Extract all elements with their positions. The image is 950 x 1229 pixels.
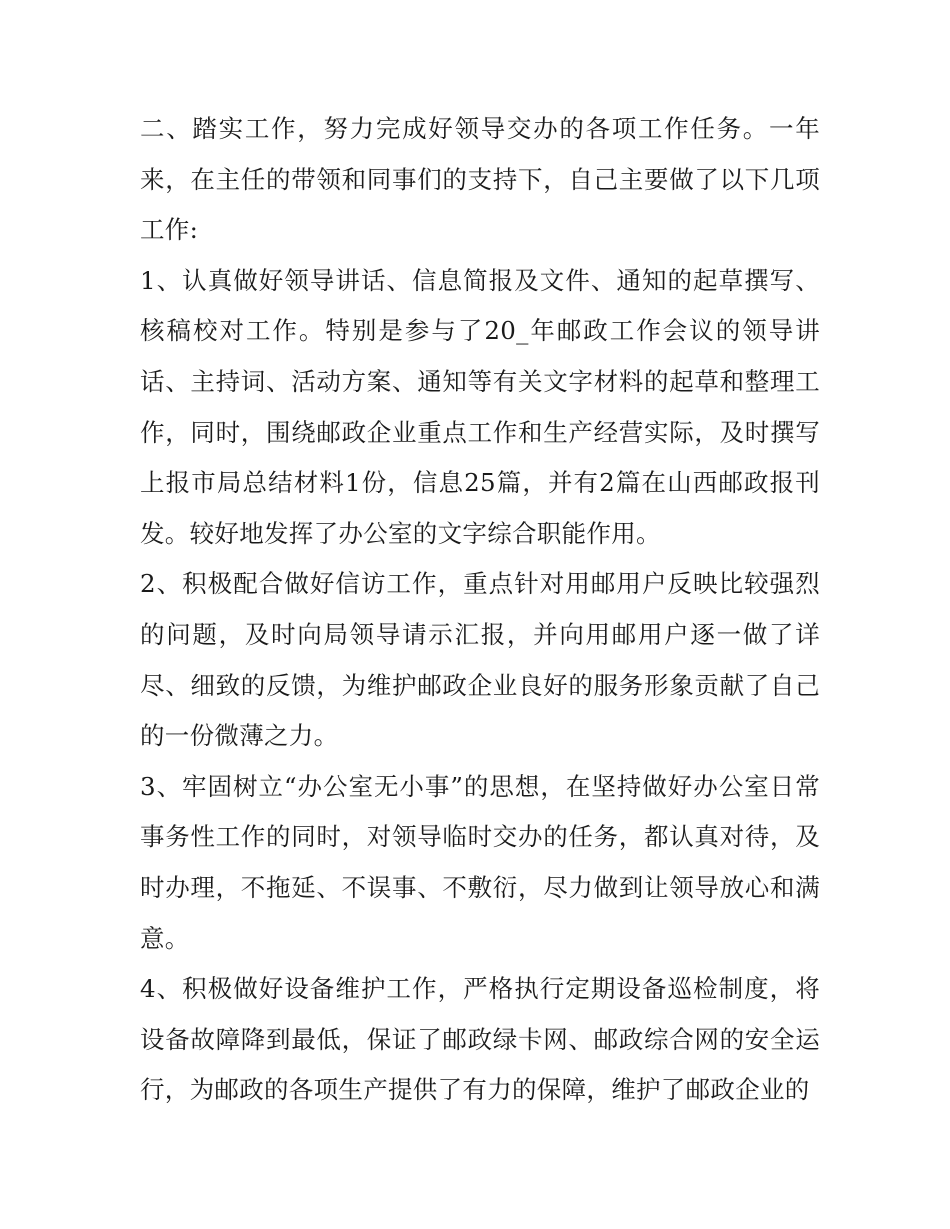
document-body — [140, 104, 820, 1116]
paragraph-item-3: 3、牢固树立“办公室无小事”的思想，在坚持做好办公室日常事务性工作的同时，对领导临时交办的任务，都认真对待，及时办理，不拖延、不误事、不敷衍，尽力做到让领导放心和满意。 — [140, 771, 820, 953]
paragraph-item-4: 4、积极做好设备维护工作，严格执行定期设备巡检制度，将设备故障降到最低，保证了邮政绿卡网、邮政综合网的安全运行，为邮政的各项生产提供了有力的保障，维护了邮政企业的 — [140, 974, 820, 1105]
paragraph-item-1: 1、认真做好领导讲话、信息简报及文件、通知的起草撰写、核稿校对工作。特别是参与了20_年邮政工作会议的领导讲话、主持词、活动方案、通知等有关文字材料的起草和整理工作，同时，围绕邮政企业重点工作和生产经营实际，及时撰写上报市局总结材料1份，信息25篇，并有2篇在山西邮政报刊发。较好地发挥了办公室的文字综合职能作用。 — [140, 265, 820, 548]
paragraph-section-two: 二、踏实工作，努力完成好领导交办的各项工作任务。一年来，在主任的带领和同事们的支持下，自己主要做了以下几项工作: — [140, 114, 820, 245]
paragraph-item-2: 2、积极配合做好信访工作，重点针对用邮用户反映比较强烈的问题，及时向局领导请示汇报，并向用邮用户逐一做了详尽、细致的反馈，为维护邮政企业良好的服务形象贡献了自己的一份微薄之力。 — [140, 569, 820, 751]
